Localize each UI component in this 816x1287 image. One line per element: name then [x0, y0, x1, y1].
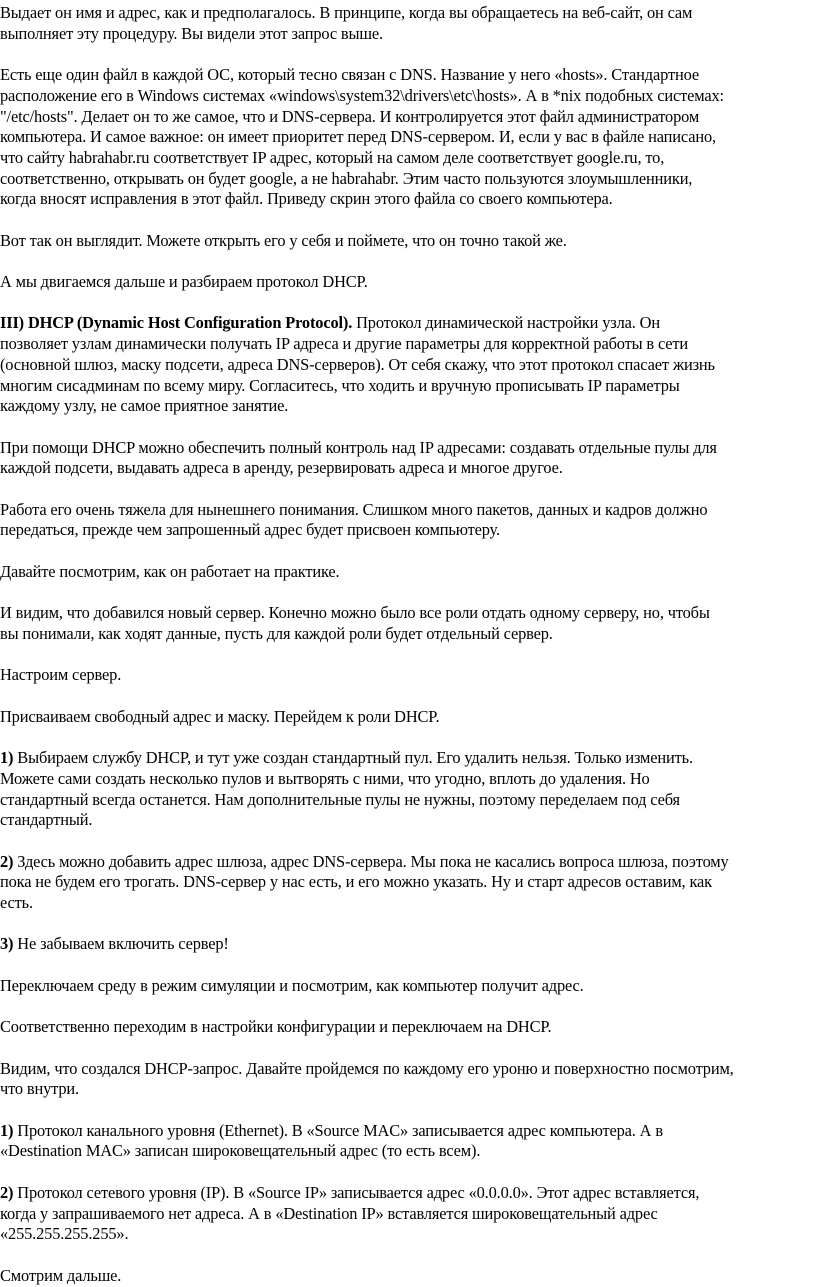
paragraph-text: Здесь можно добавить адрес шлюза, адрес DNS-сервера. Мы пока не касались вопроса шлюза, поэтому пока не будем его трогать. DNS-сервер у нас есть, и его можно указать. Ну и старт адресов оставим, как есть. [0, 851, 729, 913]
numbered-paragraph [0, 748, 816, 831]
paragraph [0, 1266, 816, 1287]
paragraph [0, 1059, 816, 1100]
numbered-paragraph [0, 934, 816, 955]
paragraph [0, 3, 816, 44]
paragraph [0, 438, 816, 479]
paragraph-text: Вот так он выглядит. Можете открыть его у себя и поймете, что он точно такой же. [0, 230, 567, 250]
paragraph-text: Настроим сервер. [0, 665, 122, 685]
paragraph-text: А мы двигаемся дальше и разбираем протокол DHCP. [0, 272, 368, 292]
step-number: 2) [0, 851, 14, 871]
paragraph [0, 272, 816, 293]
step-number: 1) [0, 1120, 14, 1140]
paragraph-text: При помощи DHCP можно обеспечить полный контроль над IP адресами: создавать отдельные пулы для каждой подсети, выдавать адреса в аренду, резервировать адреса и многое другое. [0, 437, 717, 478]
paragraph-text: Не забываем включить сервер! [13, 934, 229, 954]
paragraph-text: Смотрим дальше. [0, 1265, 122, 1285]
paragraph [0, 603, 816, 644]
dhcp-section-paragraph [0, 313, 816, 417]
paragraph [0, 707, 816, 728]
paragraph-text: Протокол сетевого уровня (IP). В «Source IP» записывается адрес «0.0.0.0». Этот адрес вставляется, когда у запрашиваемого нет адреса. А в «Destination IP» вставляется широковещательный адрес «255.255.255.255». [0, 1182, 700, 1244]
paragraph [0, 976, 816, 997]
paragraph-text: Давайте посмотрим, как он работает на практике. [0, 561, 340, 581]
paragraph [0, 562, 816, 583]
paragraph [0, 1017, 816, 1038]
numbered-paragraph [0, 1121, 816, 1162]
paragraph [0, 665, 816, 686]
step-number: 2) [0, 1182, 14, 1202]
paragraph [0, 231, 816, 252]
numbered-paragraph [0, 852, 816, 914]
paragraph-text: Протокол динамической настройки узла. Он позволяет узлам динамически получать IP адреса и другие параметры для корректной работы в сети (основной шлюз, маску подсети, адреса DNS-серверов). От себя скажу, что этот протокол спасает жизнь многим сисадминам по всему миру. Согласитесь, что ходить и вручную прописывать IP параметры каждому узлу, не самое приятное занятие. [0, 313, 715, 416]
section-heading: III) DHCP (Dynamic Host Configuration Protocol). [0, 313, 353, 333]
paragraph-text: Соответственно переходим в настройки конфигурации и переключаем на DHCP. [0, 1017, 552, 1037]
paragraph-text: Присваиваем свободный адрес и маску. Перейдем к роли DHCP. [0, 706, 440, 726]
paragraph-text: Видим, что создался DHCP-запрос. Давайте пройдемся по каждому его уроню и поверхностно посмотрим, что внутри. [0, 1058, 734, 1099]
paragraph [0, 65, 816, 210]
numbered-paragraph [0, 1183, 816, 1245]
paragraph-text: Протокол канального уровня (Ethernet). В «Source MAC» записывается адрес компьютера. А в «Destination MAC» записан широковещательный адрес (то есть всем). [0, 1120, 663, 1161]
step-number: 1) [0, 748, 14, 768]
paragraph-text: Выдает он имя и адрес, как и предполагалось. В принципе, когда вы обращаетесь на веб-сайт, он сам выполняет эту процедуру. Вы видели этот запрос выше. [0, 3, 693, 43]
paragraph-text: Работа его очень тяжела для нынешнего понимания. Слишком много пакетов, данных и кадров должно передаться, прежде чем запрошенный адрес будет присвоен компьютеру. [0, 499, 708, 540]
paragraph-text: И видим, что добавился новый сервер. Конечно можно было все роли отдать одному серверу, но, чтобы вы понимали, как ходят данные, пусть для каждой роли будет отдельный сервер. [0, 603, 710, 643]
paragraph-text: Есть еще один файл в каждой ОС, который тесно связан с DNS. Название у него «hosts». Стандартное расположение его в Windows системах «windows\system32\drivers\etc\hosts». А в *nix подобных системах: "/etc/hosts". Делает он то же самое, что и DNS-сервера. И контролируется этот файл администратором компьютера. И самое важное: он имеет приоритет перед DNS-сервером. И, если у вас в файле написано, что сайту habrahabr.ru соответствует IP адрес, который на самом деле соответствует google.ru, то, соответственно, открывать он будет google, а не habrahabr. Этим часто пользуются злоумышленники, когда вносят исправления в этот файл. Приведу скрин этого файла со своего компьютера. [0, 65, 724, 209]
paragraph [0, 500, 816, 541]
paragraph-text: Переключаем среду в режим симуляции и посмотрим, как компьютер получит адрес. [0, 975, 584, 995]
paragraph-text: Выбираем службу DHCP, и тут уже создан стандартный пул. Его удалить нельзя. Только изменить. Можете сами создать несколько пулов и вытворять с ними, что угодно, вплоть до удаления. Но стандартный всегда останется. Нам дополнительные пулы не нужны, поэтому переделаем под себя стандартный. [0, 748, 693, 830]
step-number: 3) [0, 934, 14, 954]
